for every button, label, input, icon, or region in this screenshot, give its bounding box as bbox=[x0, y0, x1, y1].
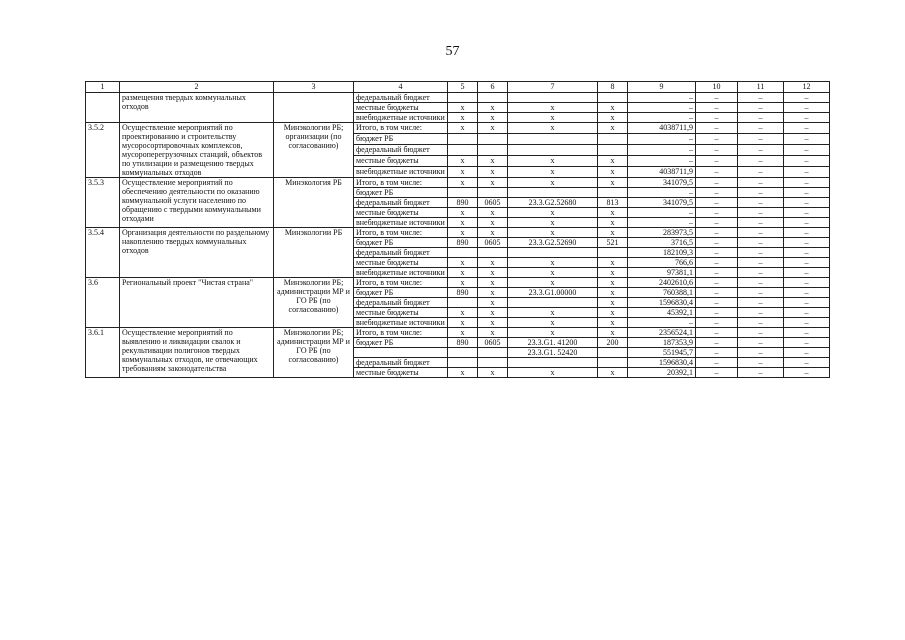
cell-c6 bbox=[478, 188, 508, 198]
cell-c8: х bbox=[598, 167, 628, 178]
cell-c8 bbox=[598, 134, 628, 145]
cell-c8: х bbox=[598, 298, 628, 308]
column-header: 11 bbox=[738, 82, 784, 93]
cell-c10: – bbox=[696, 318, 738, 328]
cell-c9: – bbox=[628, 134, 696, 145]
cell-c12: – bbox=[784, 145, 830, 156]
cell-c6: х bbox=[478, 278, 508, 288]
measure-name: размещения твердых коммунальных отходов bbox=[120, 93, 274, 123]
cell-c5 bbox=[448, 298, 478, 308]
cell-c5 bbox=[448, 134, 478, 145]
cell-c10: – bbox=[696, 368, 738, 378]
cell-c11: – bbox=[738, 145, 784, 156]
cell-c11: – bbox=[738, 93, 784, 103]
cell-c10: – bbox=[696, 358, 738, 368]
cell-c8: х bbox=[598, 278, 628, 288]
table-row bbox=[86, 328, 830, 338]
cell-c10: – bbox=[696, 93, 738, 103]
funding-source: федеральный бюджет bbox=[354, 358, 448, 368]
cell-c12: – bbox=[784, 123, 830, 134]
funding-source: федеральный бюджет bbox=[354, 198, 448, 208]
funding-source: бюджет РБ bbox=[354, 338, 448, 348]
cell-c5: х bbox=[448, 208, 478, 218]
cell-c10: – bbox=[696, 308, 738, 318]
executor: Минэкологии РБ; администрации МР и ГО РБ (по согласованию) bbox=[274, 328, 354, 378]
cell-c10: – bbox=[696, 113, 738, 123]
cell-c6: 0605 bbox=[478, 238, 508, 248]
cell-c9: – bbox=[628, 318, 696, 328]
cell-c8: х bbox=[598, 328, 628, 338]
cell-c12: – bbox=[784, 308, 830, 318]
cell-c7 bbox=[508, 358, 598, 368]
cell-c7: 23.3.G2.52680 bbox=[508, 198, 598, 208]
cell-c5: х bbox=[448, 123, 478, 134]
cell-c6: 0605 bbox=[478, 198, 508, 208]
measure-name: Осуществление мероприятий по проектированию и строительству мусоросортировочных комплексов, мусороперегрузочных станций, объектов по утилизации и размещению твердых коммунальных отходов bbox=[120, 123, 274, 178]
cell-c6: х bbox=[478, 208, 508, 218]
cell-c8: х bbox=[598, 368, 628, 378]
cell-c10: – bbox=[696, 198, 738, 208]
cell-c6 bbox=[478, 358, 508, 368]
cell-c10: – bbox=[696, 156, 738, 167]
cell-c9: – bbox=[628, 93, 696, 103]
cell-c5: 890 bbox=[448, 288, 478, 298]
cell-c11: – bbox=[738, 238, 784, 248]
cell-c6: х bbox=[478, 178, 508, 188]
cell-c10: – bbox=[696, 218, 738, 228]
cell-c6: х bbox=[478, 298, 508, 308]
cell-c11: – bbox=[738, 178, 784, 188]
cell-c9: 3716,5 bbox=[628, 238, 696, 248]
cell-c7: х bbox=[508, 167, 598, 178]
cell-c11: – bbox=[738, 167, 784, 178]
table-row bbox=[86, 228, 830, 238]
cell-c10: – bbox=[696, 134, 738, 145]
cell-c6: х bbox=[478, 156, 508, 167]
cell-c10: – bbox=[696, 188, 738, 198]
funding-source: местные бюджеты bbox=[354, 308, 448, 318]
cell-c10: – bbox=[696, 178, 738, 188]
cell-c8: 521 bbox=[598, 238, 628, 248]
cell-c11: – bbox=[738, 338, 784, 348]
cell-c9: – bbox=[628, 103, 696, 113]
cell-c9: – bbox=[628, 208, 696, 218]
cell-c9: 4038711,9 bbox=[628, 167, 696, 178]
cell-c10: – bbox=[696, 208, 738, 218]
section-number: 3.5.2 bbox=[86, 123, 120, 178]
funding-source: Итого, в том числе: bbox=[354, 178, 448, 188]
cell-c10: – bbox=[696, 238, 738, 248]
cell-c5 bbox=[448, 93, 478, 103]
cell-c7: х bbox=[508, 156, 598, 167]
cell-c6 bbox=[478, 145, 508, 156]
cell-c12: – bbox=[784, 288, 830, 298]
cell-c12: – bbox=[784, 298, 830, 308]
cell-c10: – bbox=[696, 338, 738, 348]
cell-c8: х bbox=[598, 288, 628, 298]
executor bbox=[274, 93, 354, 123]
cell-c7: х bbox=[508, 268, 598, 278]
cell-c11: – bbox=[738, 113, 784, 123]
cell-c10: – bbox=[696, 167, 738, 178]
cell-c5 bbox=[448, 145, 478, 156]
cell-c8: х bbox=[598, 178, 628, 188]
cell-c9: 341079,5 bbox=[628, 178, 696, 188]
cell-c7 bbox=[508, 134, 598, 145]
column-header: 8 bbox=[598, 82, 628, 93]
cell-c11: – bbox=[738, 208, 784, 218]
cell-c11: – bbox=[738, 123, 784, 134]
cell-c9: 187353,9 bbox=[628, 338, 696, 348]
funding-source: местные бюджеты bbox=[354, 258, 448, 268]
cell-c9: – bbox=[628, 113, 696, 123]
cell-c7: 23.3.G1. 41200 bbox=[508, 338, 598, 348]
cell-c12: – bbox=[784, 258, 830, 268]
funding-source bbox=[354, 348, 448, 358]
cell-c5: х bbox=[448, 258, 478, 268]
cell-c9: 182109,3 bbox=[628, 248, 696, 258]
cell-c9: – bbox=[628, 145, 696, 156]
funding-source: внебюджетные источники bbox=[354, 318, 448, 328]
funding-source: внебюджетные источники bbox=[354, 268, 448, 278]
cell-c5: х bbox=[448, 368, 478, 378]
cell-c10: – bbox=[696, 248, 738, 258]
executor: Минэкологии РБ; администрации МР и ГО РБ (по согласованию) bbox=[274, 278, 354, 328]
cell-c11: – bbox=[738, 258, 784, 268]
cell-c12: – bbox=[784, 103, 830, 113]
cell-c9: 20392,1 bbox=[628, 368, 696, 378]
cell-c7: х bbox=[508, 278, 598, 288]
cell-c5: х bbox=[448, 278, 478, 288]
cell-c6: х bbox=[478, 368, 508, 378]
cell-c10: – bbox=[696, 288, 738, 298]
cell-c7: х bbox=[508, 328, 598, 338]
cell-c12: – bbox=[784, 228, 830, 238]
cell-c8 bbox=[598, 188, 628, 198]
funding-source: местные бюджеты bbox=[354, 103, 448, 113]
measure-name: Осуществление мероприятий по выявлению и ликвидации свалок и рекультивации полигонов твердых коммунальных отходов, не отвечающих требованиям законодательства bbox=[120, 328, 274, 378]
cell-c12: – bbox=[784, 248, 830, 258]
column-header: 6 bbox=[478, 82, 508, 93]
funding-source: бюджет РБ bbox=[354, 188, 448, 198]
cell-c10: – bbox=[696, 268, 738, 278]
cell-c7 bbox=[508, 248, 598, 258]
funding-source: федеральный бюджет bbox=[354, 145, 448, 156]
cell-c5: х bbox=[448, 228, 478, 238]
cell-c10: – bbox=[696, 328, 738, 338]
cell-c12: – bbox=[784, 93, 830, 103]
cell-c9: 551945,7 bbox=[628, 348, 696, 358]
funding-source: Итого, в том числе: bbox=[354, 123, 448, 134]
cell-c11: – bbox=[738, 228, 784, 238]
cell-c6: х bbox=[478, 258, 508, 268]
cell-c7: х bbox=[508, 368, 598, 378]
cell-c7 bbox=[508, 93, 598, 103]
funding-source: бюджет РБ bbox=[354, 288, 448, 298]
cell-c10: – bbox=[696, 278, 738, 288]
cell-c10: – bbox=[696, 228, 738, 238]
cell-c11: – bbox=[738, 198, 784, 208]
cell-c12: – bbox=[784, 167, 830, 178]
cell-c11: – bbox=[738, 218, 784, 228]
cell-c6 bbox=[478, 134, 508, 145]
cell-c8: х bbox=[598, 123, 628, 134]
cell-c11: – bbox=[738, 188, 784, 198]
cell-c8: 200 bbox=[598, 338, 628, 348]
column-header: 3 bbox=[274, 82, 354, 93]
cell-c7: 23.3.G2.52690 bbox=[508, 238, 598, 248]
cell-c12: – bbox=[784, 368, 830, 378]
cell-c11: – bbox=[738, 248, 784, 258]
cell-c9: 1596830,4 bbox=[628, 298, 696, 308]
funding-source: внебюджетные источники bbox=[354, 167, 448, 178]
section-number: 3.5.4 bbox=[86, 228, 120, 278]
cell-c12: – bbox=[784, 358, 830, 368]
cell-c5: 890 bbox=[448, 238, 478, 248]
cell-c5 bbox=[448, 348, 478, 358]
table-row bbox=[86, 178, 830, 188]
cell-c7: х bbox=[508, 103, 598, 113]
cell-c9: 283973,5 bbox=[628, 228, 696, 238]
cell-c11: – bbox=[738, 268, 784, 278]
funding-source: местные бюджеты bbox=[354, 368, 448, 378]
table-row bbox=[86, 93, 830, 103]
cell-c7: х bbox=[508, 318, 598, 328]
cell-c8: 813 bbox=[598, 198, 628, 208]
cell-c12: – bbox=[784, 348, 830, 358]
cell-c11: – bbox=[738, 288, 784, 298]
column-header: 4 bbox=[354, 82, 448, 93]
cell-c5: х bbox=[448, 218, 478, 228]
cell-c11: – bbox=[738, 278, 784, 288]
cell-c8 bbox=[598, 358, 628, 368]
cell-c6 bbox=[478, 348, 508, 358]
cell-c12: – bbox=[784, 178, 830, 188]
cell-c5: х bbox=[448, 308, 478, 318]
page-number: 57 bbox=[445, 44, 460, 59]
cell-c8 bbox=[598, 348, 628, 358]
cell-c9: 4038711,9 bbox=[628, 123, 696, 134]
cell-c7 bbox=[508, 145, 598, 156]
cell-c8: х bbox=[598, 308, 628, 318]
cell-c7: х bbox=[508, 113, 598, 123]
cell-c6: х bbox=[478, 103, 508, 113]
cell-c6: х bbox=[478, 228, 508, 238]
cell-c11: – bbox=[738, 368, 784, 378]
executor: Минэкология РБ bbox=[274, 178, 354, 228]
measure-name: Региональный проект "Чистая страна" bbox=[120, 278, 274, 328]
cell-c8: х bbox=[598, 228, 628, 238]
cell-c12: – bbox=[784, 238, 830, 248]
cell-c11: – bbox=[738, 103, 784, 113]
cell-c11: – bbox=[738, 298, 784, 308]
measure-name: Организация деятельности по раздельному накоплению твердых коммунальных отходов bbox=[120, 228, 274, 278]
cell-c5: х bbox=[448, 113, 478, 123]
cell-c12: – bbox=[784, 278, 830, 288]
cell-c7: 23.3.G1. 52420 bbox=[508, 348, 598, 358]
cell-c7: х bbox=[508, 308, 598, 318]
funding-source: местные бюджеты bbox=[354, 156, 448, 167]
cell-c12: – bbox=[784, 338, 830, 348]
funding-source: федеральный бюджет bbox=[354, 93, 448, 103]
cell-c8 bbox=[598, 145, 628, 156]
cell-c12: – bbox=[784, 188, 830, 198]
column-header: 10 bbox=[696, 82, 738, 93]
cell-c9: 341079,5 bbox=[628, 198, 696, 208]
funding-source: бюджет РБ bbox=[354, 238, 448, 248]
cell-c8: х bbox=[598, 156, 628, 167]
cell-c10: – bbox=[696, 103, 738, 113]
cell-c8 bbox=[598, 248, 628, 258]
cell-c7: х bbox=[508, 258, 598, 268]
column-header: 9 bbox=[628, 82, 696, 93]
cell-c12: – bbox=[784, 134, 830, 145]
cell-c6 bbox=[478, 248, 508, 258]
cell-c12: – bbox=[784, 218, 830, 228]
funding-source: Итого, в том числе: bbox=[354, 278, 448, 288]
cell-c5: х bbox=[448, 318, 478, 328]
cell-c5: х bbox=[448, 103, 478, 113]
cell-c5: х bbox=[448, 328, 478, 338]
cell-c11: – bbox=[738, 348, 784, 358]
cell-c7 bbox=[508, 188, 598, 198]
funding-source: бюджет РБ bbox=[354, 134, 448, 145]
cell-c11: – bbox=[738, 308, 784, 318]
column-header: 5 bbox=[448, 82, 478, 93]
cell-c9: – bbox=[628, 188, 696, 198]
cell-c6: х bbox=[478, 308, 508, 318]
cell-c5 bbox=[448, 188, 478, 198]
cell-c8: х bbox=[598, 268, 628, 278]
section-number bbox=[86, 93, 120, 123]
cell-c6 bbox=[478, 93, 508, 103]
table-row bbox=[86, 123, 830, 134]
cell-c9: 97381,1 bbox=[628, 268, 696, 278]
cell-c7: х bbox=[508, 178, 598, 188]
funding-source: местные бюджеты bbox=[354, 208, 448, 218]
cell-c10: – bbox=[696, 123, 738, 134]
cell-c12: – bbox=[784, 268, 830, 278]
cell-c12: – bbox=[784, 156, 830, 167]
section-number: 3.6 bbox=[86, 278, 120, 328]
column-header: 2 bbox=[120, 82, 274, 93]
column-header: 1 bbox=[86, 82, 120, 93]
budget-table bbox=[85, 81, 830, 378]
cell-c5: х bbox=[448, 167, 478, 178]
cell-c12: – bbox=[784, 208, 830, 218]
funding-source: Итого, в том числе: bbox=[354, 228, 448, 238]
funding-source: федеральный бюджет bbox=[354, 298, 448, 308]
cell-c6: х bbox=[478, 328, 508, 338]
cell-c9: – bbox=[628, 156, 696, 167]
cell-c9: 760388,1 bbox=[628, 288, 696, 298]
column-header: 12 bbox=[784, 82, 830, 93]
cell-c7: х bbox=[508, 228, 598, 238]
cell-c8: х bbox=[598, 113, 628, 123]
column-header: 7 bbox=[508, 82, 598, 93]
cell-c5: 890 bbox=[448, 198, 478, 208]
section-number: 3.6.1 bbox=[86, 328, 120, 378]
cell-c8: х bbox=[598, 318, 628, 328]
cell-c7: х bbox=[508, 208, 598, 218]
funding-source: внебюджетные источники bbox=[354, 113, 448, 123]
cell-c6: х bbox=[478, 167, 508, 178]
cell-c9: 2356524,1 bbox=[628, 328, 696, 338]
cell-c9: 45392,1 bbox=[628, 308, 696, 318]
cell-c6: х bbox=[478, 288, 508, 298]
cell-c8: х bbox=[598, 258, 628, 268]
cell-c10: – bbox=[696, 258, 738, 268]
cell-c11: – bbox=[738, 156, 784, 167]
cell-c11: – bbox=[738, 318, 784, 328]
cell-c6: х bbox=[478, 268, 508, 278]
executor: Минэкологии РБ bbox=[274, 228, 354, 278]
cell-c7 bbox=[508, 298, 598, 308]
cell-c9: 2402610,6 bbox=[628, 278, 696, 288]
cell-c12: – bbox=[784, 318, 830, 328]
cell-c7: х bbox=[508, 123, 598, 134]
funding-source: Итого, в том числе: bbox=[354, 328, 448, 338]
cell-c7: 23.3.G1.00000 bbox=[508, 288, 598, 298]
cell-c10: – bbox=[696, 145, 738, 156]
cell-c9: 766,6 bbox=[628, 258, 696, 268]
cell-c12: – bbox=[784, 113, 830, 123]
cell-c11: – bbox=[738, 358, 784, 368]
header-row bbox=[86, 82, 830, 93]
measure-name: Осуществление мероприятий по обеспечению деятельности по оказанию коммунальной услуги населению по обращению с твердыми коммунальными отходами bbox=[120, 178, 274, 228]
cell-c12: – bbox=[784, 198, 830, 208]
table-row bbox=[86, 278, 830, 288]
cell-c5: 890 bbox=[448, 338, 478, 348]
funding-source: федеральный бюджет bbox=[354, 248, 448, 258]
cell-c8: х bbox=[598, 218, 628, 228]
cell-c7: х bbox=[508, 218, 598, 228]
cell-c5 bbox=[448, 358, 478, 368]
cell-c9: – bbox=[628, 218, 696, 228]
cell-c5: х bbox=[448, 178, 478, 188]
cell-c6: х bbox=[478, 318, 508, 328]
cell-c11: – bbox=[738, 134, 784, 145]
section-number: 3.5.3 bbox=[86, 178, 120, 228]
cell-c6: 0605 bbox=[478, 338, 508, 348]
cell-c8 bbox=[598, 93, 628, 103]
cell-c6: х bbox=[478, 113, 508, 123]
cell-c6: х bbox=[478, 218, 508, 228]
executor: Минэкологии РБ; организации (по согласованию) bbox=[274, 123, 354, 178]
cell-c5: х bbox=[448, 268, 478, 278]
cell-c10: – bbox=[696, 298, 738, 308]
cell-c8: х bbox=[598, 208, 628, 218]
cell-c5: х bbox=[448, 156, 478, 167]
funding-source: внебюджетные источники bbox=[354, 218, 448, 228]
cell-c12: – bbox=[784, 328, 830, 338]
cell-c9: 1596830,4 bbox=[628, 358, 696, 368]
cell-c8: х bbox=[598, 103, 628, 113]
cell-c6: х bbox=[478, 123, 508, 134]
cell-c10: – bbox=[696, 348, 738, 358]
cell-c11: – bbox=[738, 328, 784, 338]
cell-c5 bbox=[448, 248, 478, 258]
